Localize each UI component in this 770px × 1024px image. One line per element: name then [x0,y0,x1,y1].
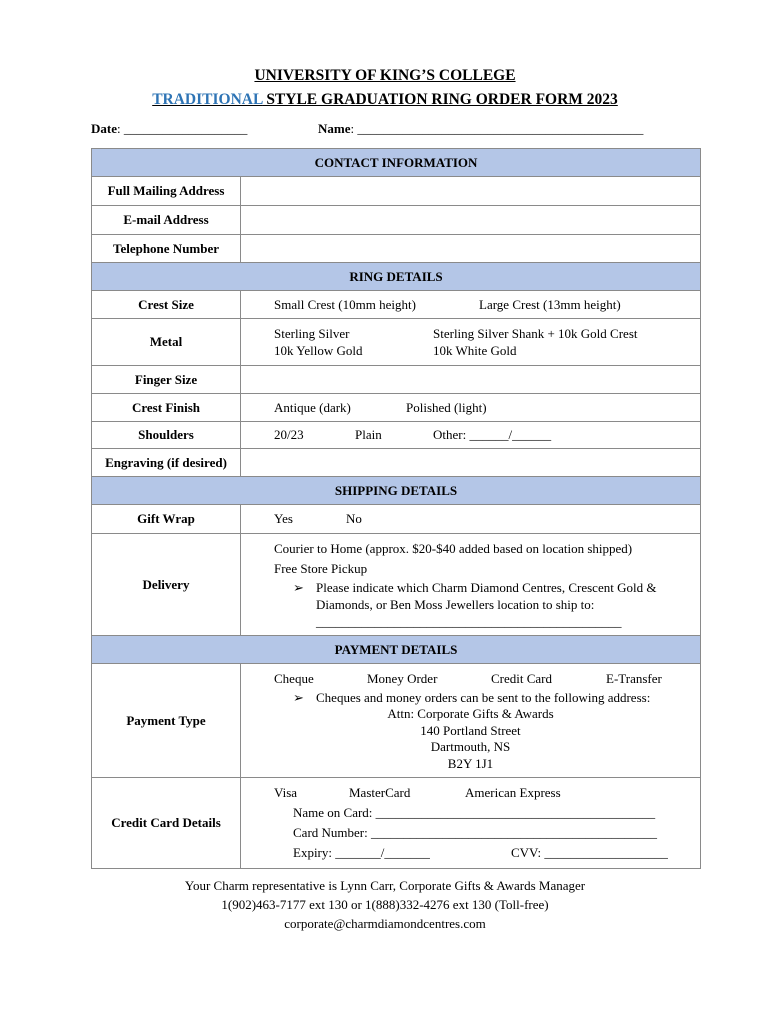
footer-representative: Your Charm representative is Lynn Carr, Corporate Gifts & Awards Manager [184,878,586,893]
email-field[interactable] [241,206,701,235]
delivery-label: Delivery [92,534,241,636]
finish-polished-option[interactable]: Polished (light) [406,399,487,415]
finger-size-field[interactable] [241,366,701,394]
gift-yes-option[interactable]: Yes [274,511,293,526]
payment-type-label: Payment Type [92,664,241,778]
pay-money-order-option[interactable]: Money Order [367,671,438,686]
date-label: Date [91,121,117,136]
date-line[interactable] [91,121,247,137]
mailing-address-block: Attn: Corporate Gifts & Awards 140 Portland Street Dartmouth, NS B2Y 1J1 [387,706,554,771]
arrow-bullet-icon: ➢ [293,580,304,595]
order-form-table [91,148,701,869]
store-location-blank[interactable]: _______________________________________________ [316,614,622,629]
gift-no-option[interactable]: No [346,511,362,526]
name-label: Name [318,121,351,136]
metal-sterling-option[interactable]: Sterling Silver [274,326,350,341]
section-payment-header: PAYMENT DETAILS [92,636,701,664]
card-visa-option[interactable]: Visa [274,785,298,800]
shoulders-other-option[interactable]: Other: ______/______ [433,427,552,442]
pay-cheque-option[interactable]: Cheque [274,671,314,686]
date-blank[interactable]: : ___________________ [117,121,248,136]
title-rest: STYLE GRADUATION RING ORDER FORM 2023 [262,91,618,108]
card-mastercard-option[interactable]: MasterCard [349,785,411,800]
expiry-field[interactable]: Expiry: _______/_______ [293,845,430,860]
shoulders-2023-option[interactable]: 20/23 [274,427,304,442]
section-shipping-header: SHIPPING DETAILS [92,477,701,505]
name-line[interactable] [318,121,643,137]
metal-white-option[interactable]: 10k White Gold [433,343,517,358]
title-traditional: TRADITIONAL [152,91,263,108]
section-ring-header: RING DETAILS [92,263,701,291]
phone-field[interactable] [241,235,701,263]
gift-wrap-label: Gift Wrap [92,505,241,534]
name-blank[interactable]: : ____________________________________________ [350,121,644,136]
footer-phone: 1(902)463-7177 ext 130 or 1(888)332-4276 ext 130 (Toll-free) [221,897,549,912]
pay-credit-card-option[interactable]: Credit Card [491,671,553,686]
crest-size-label: Crest Size [92,291,241,319]
section-contact-header: CONTACT INFORMATION [92,149,701,177]
form-title-university: UNIVERSITY OF KING’S COLLEGE [254,67,516,84]
finish-antique-option[interactable]: Antique (dark) [274,399,351,415]
crest-large-option[interactable]: Large Crest (13mm height) [479,296,621,312]
finger-size-label: Finger Size [92,366,241,394]
email-label: E-mail Address [92,206,241,235]
card-number-field[interactable]: Card Number: ____________________________________________ [293,825,657,840]
metal-shank-option[interactable]: Sterling Silver Shank + 10k Gold Crest [433,326,638,341]
delivery-courier-option[interactable]: Courier to Home (approx. $20-$40 added based on location shipped) [274,541,633,556]
credit-card-details-label: Credit Card Details [92,778,241,869]
phone-label: Telephone Number [92,235,241,263]
engraving-field[interactable] [241,449,701,477]
engraving-label: Engraving (if desired) [92,449,241,477]
card-amex-option[interactable]: American Express [465,785,561,800]
delivery-pickup-option[interactable]: Free Store Pickup [274,561,368,576]
store-note: Please indicate which Charm Diamond Centres, Crescent Gold & Diamonds, or Ben Moss Jewellers location to ship to: [316,580,657,612]
form-title-order-form [0,91,770,109]
cvv-field[interactable]: CVV: ___________________ [511,845,668,860]
footer-email[interactable]: corporate@charmdiamondcentres.com [284,916,486,931]
arrow-bullet-icon: ➢ [293,690,304,705]
crest-small-option[interactable]: Small Crest (10mm height) [274,296,416,312]
mailing-address-label: Full Mailing Address [92,177,241,206]
mail-address-note: Cheques and money orders can be sent to the following address: [316,690,651,705]
mailing-address-field[interactable] [241,177,701,206]
metal-label: Metal [92,319,241,366]
metal-yellow-option[interactable]: 10k Yellow Gold [274,343,363,358]
crest-finish-label: Crest Finish [92,394,241,422]
pay-etransfer-option[interactable]: E-Transfer [606,671,662,686]
shoulders-plain-option[interactable]: Plain [355,427,382,442]
shoulders-label: Shoulders [92,422,241,449]
name-on-card-field[interactable]: Name on Card: ___________________________________________ [293,805,656,820]
